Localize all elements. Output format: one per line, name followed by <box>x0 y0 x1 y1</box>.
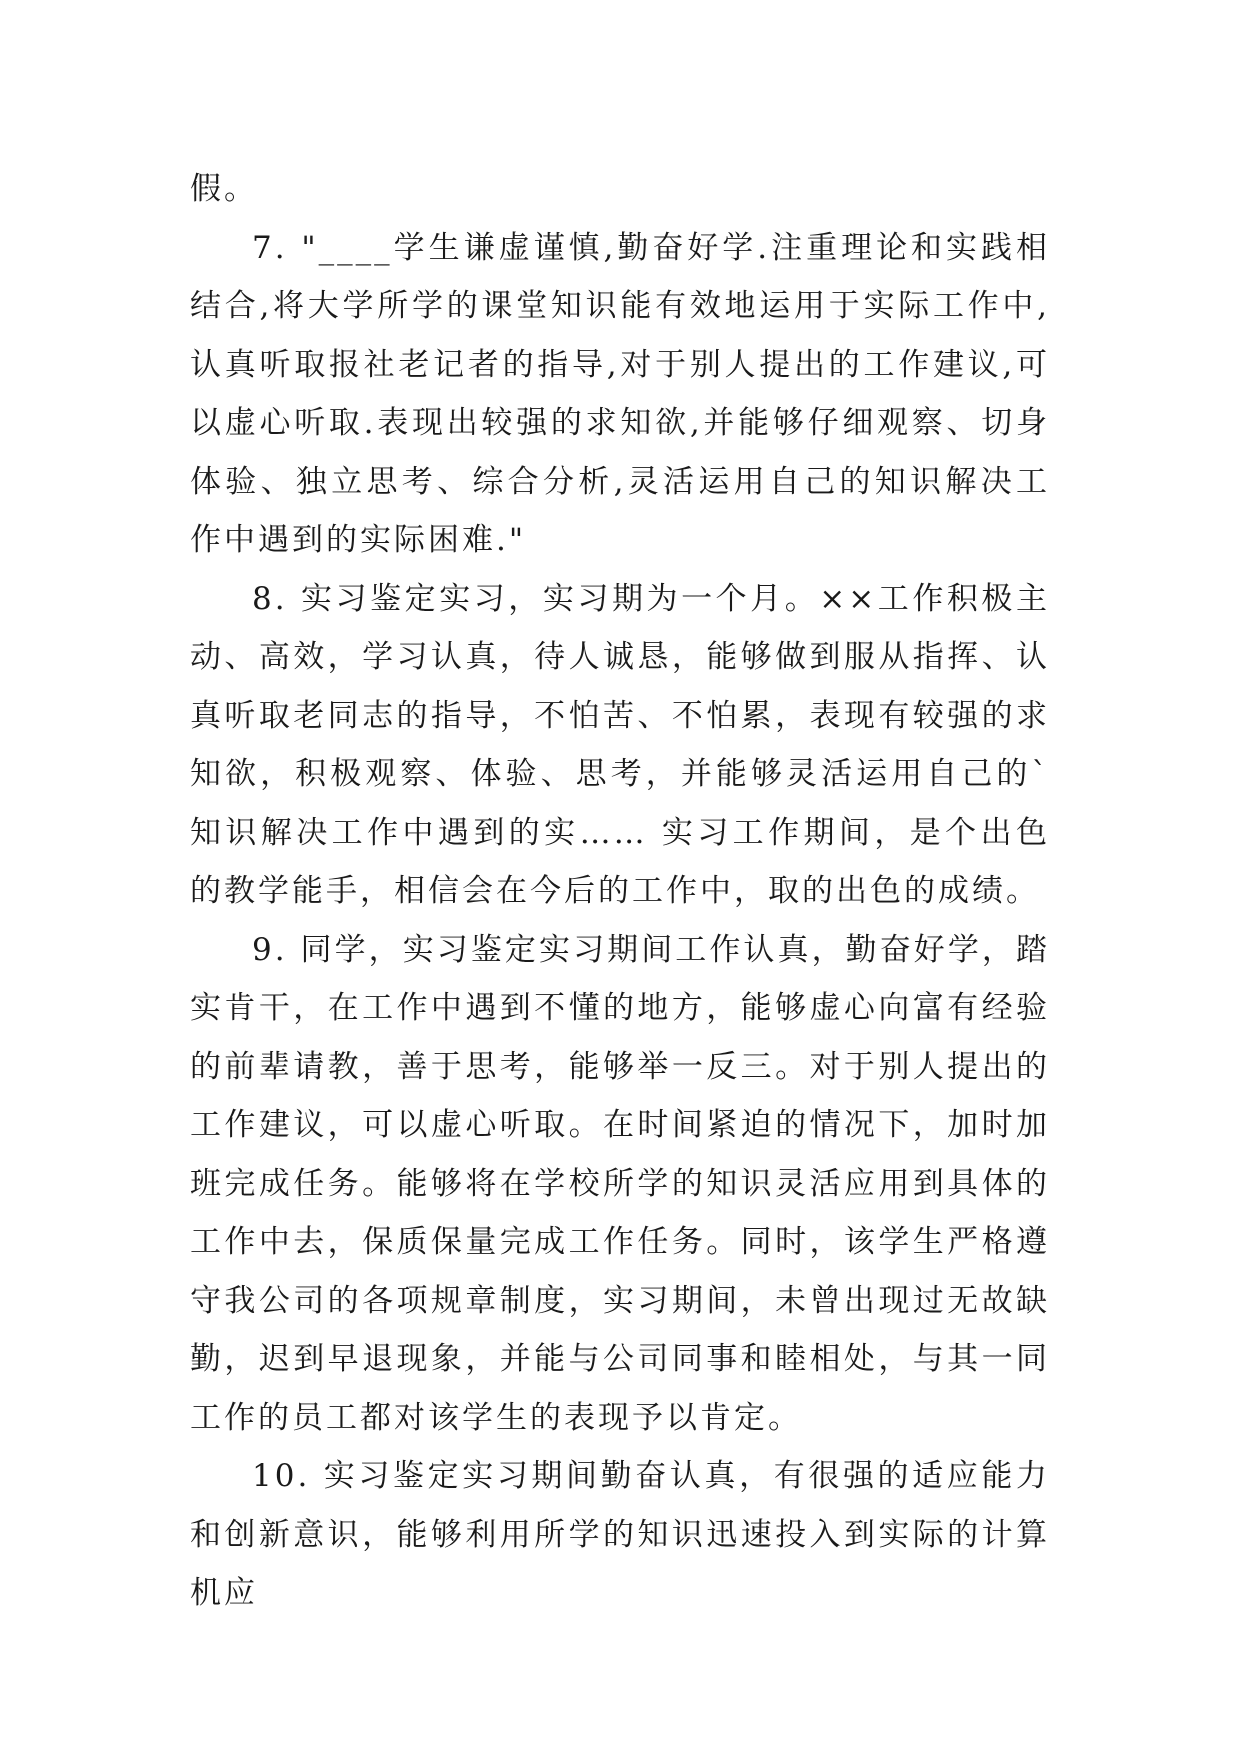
paragraph-item-9: 9. 同学，实习鉴定实习期间工作认真，勤奋好学，踏实肯干，在工作中遇到不懂的地方，能够虚心向富有经验的前辈请教，善于思考，能够举一反三。对于别人提出的工作建议，可以虚心听取。在时间紧迫的情况下，加时加班完成任务。能够将在学校所学的知识灵活应用到具体的工作中去，保质保量完成工作任务。同时，该学生严格遵守我公司的各项规章制度，实习期间，未曾出现过无故缺勤，迟到早退现象，并能与公司同事和睦相处，与其一同工作的员工都对该学生的表现予以肯定。 <box>190 931 1050 1436</box>
document-body <box>190 160 1050 1623</box>
paragraph-item-10: 10. 实习鉴定实习期间勤奋认真，有很强的适应能力和创新意识，能够利用所学的知识迅速投入到实际的计算机应 <box>190 1458 1050 1611</box>
paragraph-item-7: 7. "____学生谦虚谨慎,勤奋好学.注重理论和实践相结合,将大学所学的课堂知识能有效地运用于实际工作中,认真听取报社老记者的指导,对于别人提出的工作建议,可以虚心听取.表现出较强的求知欲,并能够仔细观察、切身体验、独立思考、综合分析,灵活运用自己的知识解决工作中遇到的实际困难." <box>190 229 1050 558</box>
paragraph-item-8: 8. 实习鉴定实习，实习期为一个月。××工作积极主动、高效，学习认真，待人诚恳，能够做到服从指挥、认真听取老同志的指导，不怕苦、不怕累，表现有较强的求知欲，积极观察、体验、思考，并能够灵活运用自己的`知识解决工作中遇到的实…… 实习工作期间，是个出色的教学能手，相信会在今后的工作中，取的出色的成绩。 <box>190 580 1050 909</box>
paragraph-continuation: 假。 <box>190 171 258 207</box>
